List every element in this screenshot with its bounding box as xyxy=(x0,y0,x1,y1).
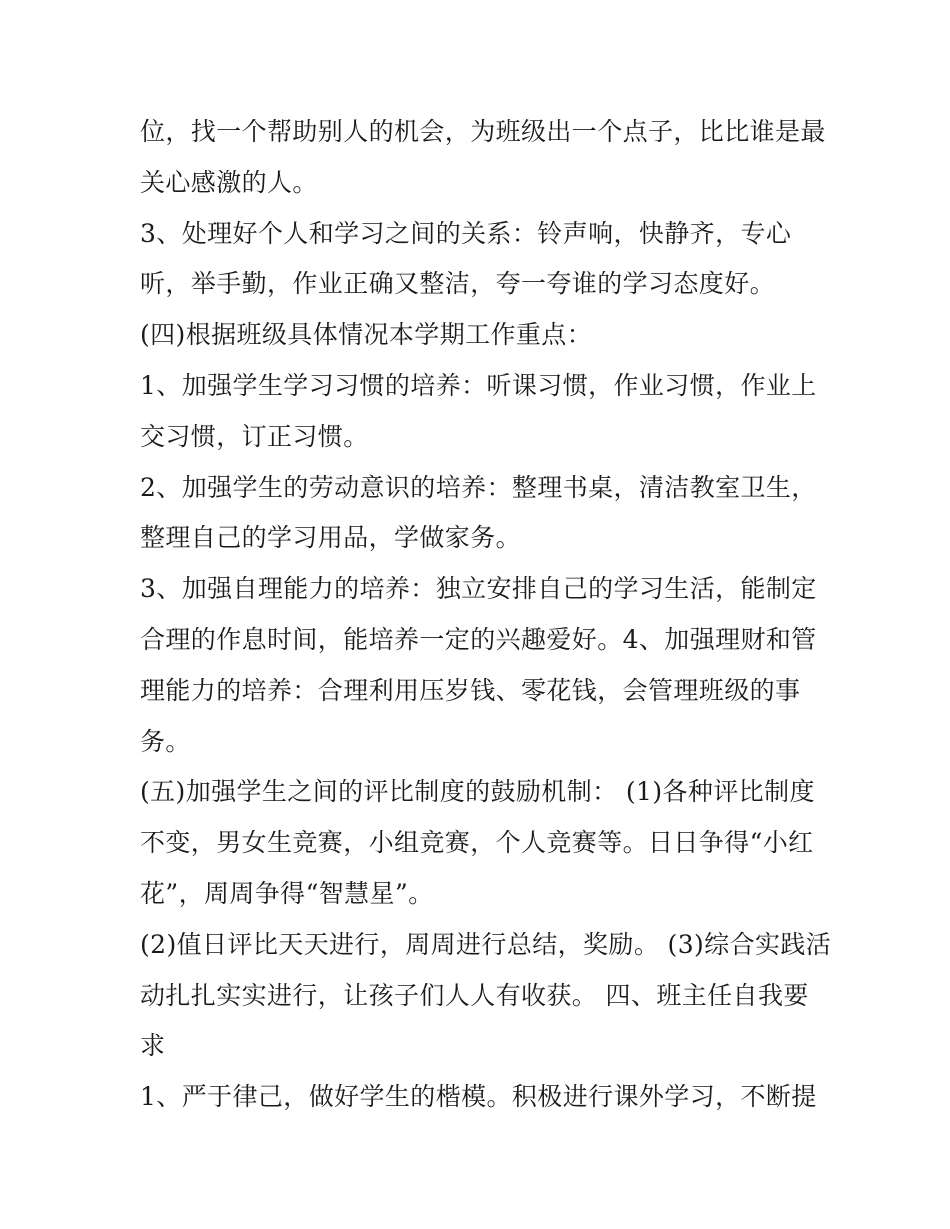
text-line: 动扎扎实实进行，让孩子们人人有收获。 四、班主任自我要 xyxy=(140,980,809,1010)
text-line: 1、严于律己，做好学生的楷模。积极进行课外学习，不断提 xyxy=(140,1082,817,1112)
text-line: 3、加强自理能力的培养：独立安排自己的学习生活，能制定 xyxy=(140,574,817,604)
body-text xyxy=(140,107,832,1123)
text-line: 1、加强学生学习习惯的培养：听课习惯，作业习惯，作业上 xyxy=(140,370,817,400)
text-line: 务。 xyxy=(140,726,191,756)
text-line: 花”，周周争得“智慧星”。 xyxy=(140,878,434,908)
text-line: 2、加强学生的劳动意识的培养：整理书桌，清洁教室卫生， xyxy=(140,472,817,502)
text-line: 3、处理好个人和学习之间的关系：铃声响，快静齐，专心 xyxy=(140,218,792,248)
text-line: 合理的作息时间，能培养一定的兴趣爱好。4、加强理财和管 xyxy=(140,624,817,654)
text-line: 求 xyxy=(140,1031,166,1061)
text-line: 关心感激的人。 xyxy=(140,167,318,197)
text-line: 理能力的培养：合理利用压岁钱、零花钱，会管理班级的事 xyxy=(140,675,801,705)
text-line: 位，找一个帮助别人的机会，为班级出一个点子，比比谁是最 xyxy=(140,117,826,146)
text-line: (2)值日评比天天进行，周周进行总结，奖励。 (3)综合实践活 xyxy=(140,929,832,959)
text-line: 不变，男女生竞赛，小组竞赛，个人竞赛等。日日争得“小红 xyxy=(140,828,814,858)
text-line: 交习惯，订正习惯。 xyxy=(140,421,369,451)
section-heading: (五)加强学生之间的评比制度的鼓励机制： (1)各种评比制度 xyxy=(140,777,815,807)
section-heading: (四)根据班级具体情况本学期工作重点： xyxy=(140,320,593,350)
text-line: 听，举手勤，作业正确又整洁，夸一夸谁的学习态度好。 xyxy=(140,269,776,299)
text-line: 整理自己的学习用品，学做家务。 xyxy=(140,523,522,553)
